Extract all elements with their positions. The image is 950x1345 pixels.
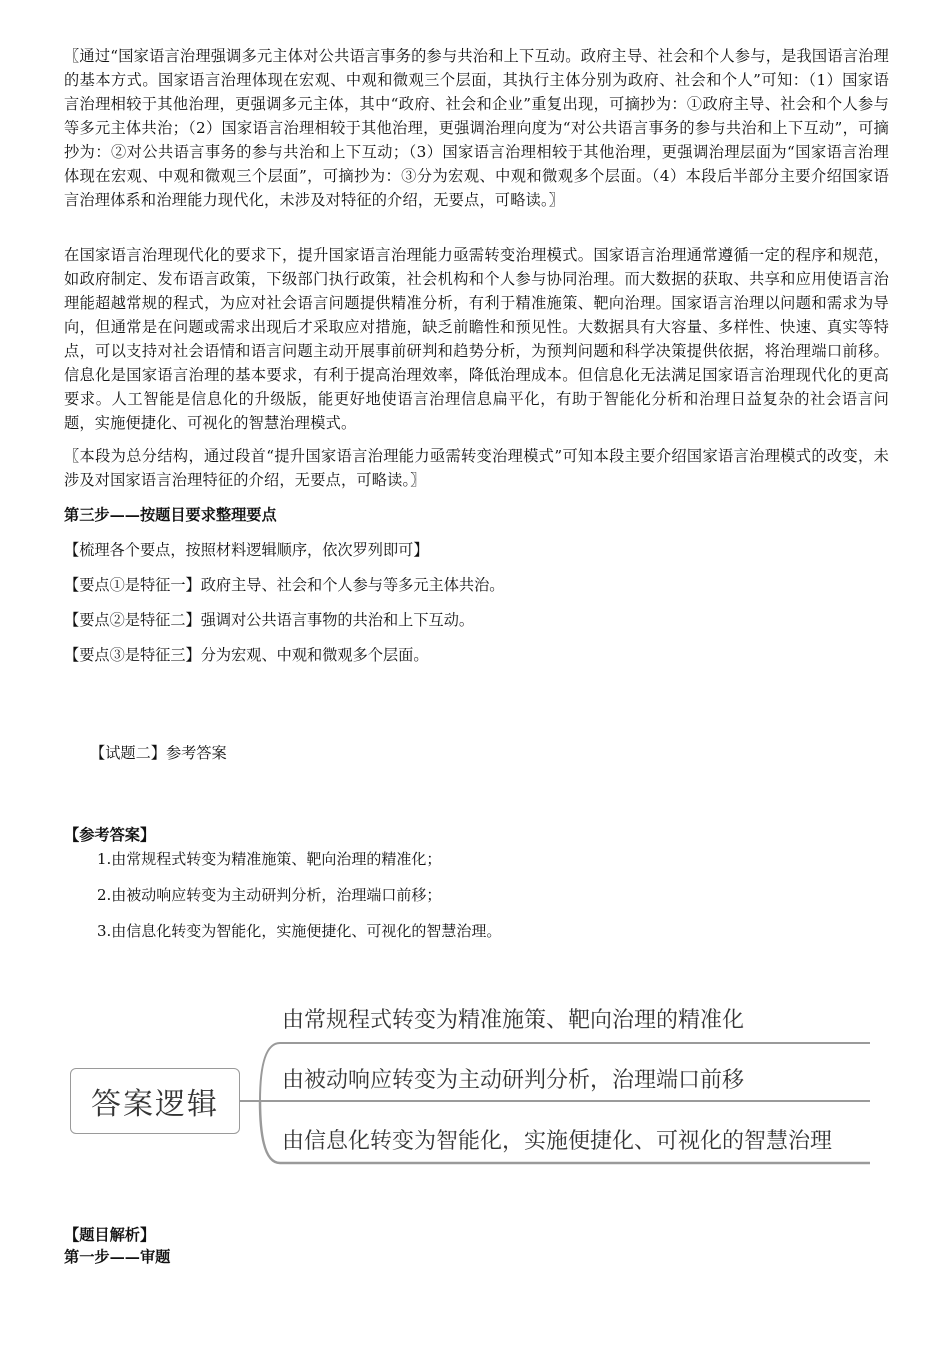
step3-heading: 第三步——按题目要求整理要点 bbox=[64, 506, 277, 524]
point-1: 【要点①是特征一】政府主导、社会和个人参与等多元主体共治。 bbox=[64, 576, 505, 594]
document-page bbox=[64, 44, 889, 943]
step3-note: 【梳理各个要点，按照材料逻辑顺序，依次罗列即可】 bbox=[64, 541, 429, 559]
analysis-paragraph-1: 〖通过“国家语言治理强调多元主体对公共语言事务的参与共治和上下互动。政府主导、社会和个人参与，是我国语言治理的基本方式。国家语言治理体现在宏观、中观和微观三个层面，其执行主体分别为政府、社会和个人”可知：（1）国家语言治理相较于其他治理，更强调多元主体，其中“政府、社会和企业”重复出现，可摘抄为：①政府主导、社会和个人参与等多元主体共治；（2）国家语言治理相较于其他治理，更强调治理向度为“对公共语言事务的参与共治和上下互动”，可摘抄为：②对公共语言事务的参与共治和上下互动；（3）国家语言治理相较于其他治理，更强调治理层面为“国家语言治理体现在宏观、中观和微观三个层面”，可摘抄为：③分为宏观、中观和微观多个层面。（4）本段后半部分主要介绍国家语言治理体系和治理能力现代化，未涉及对特征的介绍，无要点，可略读。〗 bbox=[64, 47, 889, 209]
point-3: 【要点③是特征三】分为宏观、中观和微观多个层面。 bbox=[64, 646, 429, 664]
mindmap-branch-3: 由信息化转变为智能化，实施便捷化、可视化的智慧治理 bbox=[282, 1129, 833, 1154]
mindmap-branch-1: 由常规程式转变为精准施策、靶向治理的精准化 bbox=[282, 1008, 745, 1033]
point-2: 【要点②是特征二】强调对公共语言事物的共治和上下互动。 bbox=[64, 611, 475, 629]
mindmap-root-node: 答案逻辑 bbox=[70, 1068, 240, 1134]
question2-title: 【试题二】参考答案 bbox=[90, 744, 227, 762]
mindmap-branch-2: 由被动响应转变为主动研判分析，治理端口前移 bbox=[282, 1068, 745, 1093]
answer-item-2: 2.由被动响应转变为主动研判分析，治理端口前移； bbox=[97, 886, 442, 904]
answer-logic-mindmap bbox=[70, 993, 880, 1173]
step1-heading: 第一步——审题 bbox=[64, 1248, 171, 1266]
analysis-heading: 【题目解析】 bbox=[64, 1226, 156, 1244]
material-paragraph-2: 在国家语言治理现代化的要求下，提升国家语言治理能力亟需转变治理模式。国家语言治理通常遵循一定的程序和规范，如政府制定、发布语言政策，下级部门执行政策，社会机构和个人参与协同治理。而大数据的获取、共享和应用使语言治理能超越常规的程式，为应对社会语言问题提供精准分析，有利于精准施策、靶向治理。国家语言治理以问题和需求为导向，但通常是在问题或需求出现后才采取应对措施，缺乏前瞻性和预见性。大数据具有大容量、多样性、快速、真实等特点，可以支持对社会语情和语言问题主动开展事前研判和趋势分析，为预判问题和科学决策提供依据，将治理端口前移。信息化是国家语言治理的基本要求，有利于提高治理效率，降低治理成本。但信息化无法满足国家语言治理现代化的更高要求。人工智能是信息化的升级版，能更好地使语言治理信息扁平化，有助于智能化分析和治理日益复杂的社会语言问题，实施便捷化、可视化的智慧治理模式。 bbox=[64, 246, 889, 432]
answer-item-1: 1.由常规程式转变为精准施策、靶向治理的精准化； bbox=[97, 850, 442, 868]
analysis-section bbox=[64, 1224, 170, 1268]
reference-answer-heading: 【参考答案】 bbox=[64, 826, 156, 844]
answer-item-3: 3.由信息化转变为智能化，实施便捷化、可视化的智慧治理。 bbox=[97, 922, 502, 940]
analysis-paragraph-3: 〖本段为总分结构，通过段首“提升国家语言治理能力亟需转变治理模式”可知本段主要介绍国家语言治理模式的改变，未涉及对国家语言治理特征的介绍，无要点，可略读。〗 bbox=[64, 447, 889, 489]
